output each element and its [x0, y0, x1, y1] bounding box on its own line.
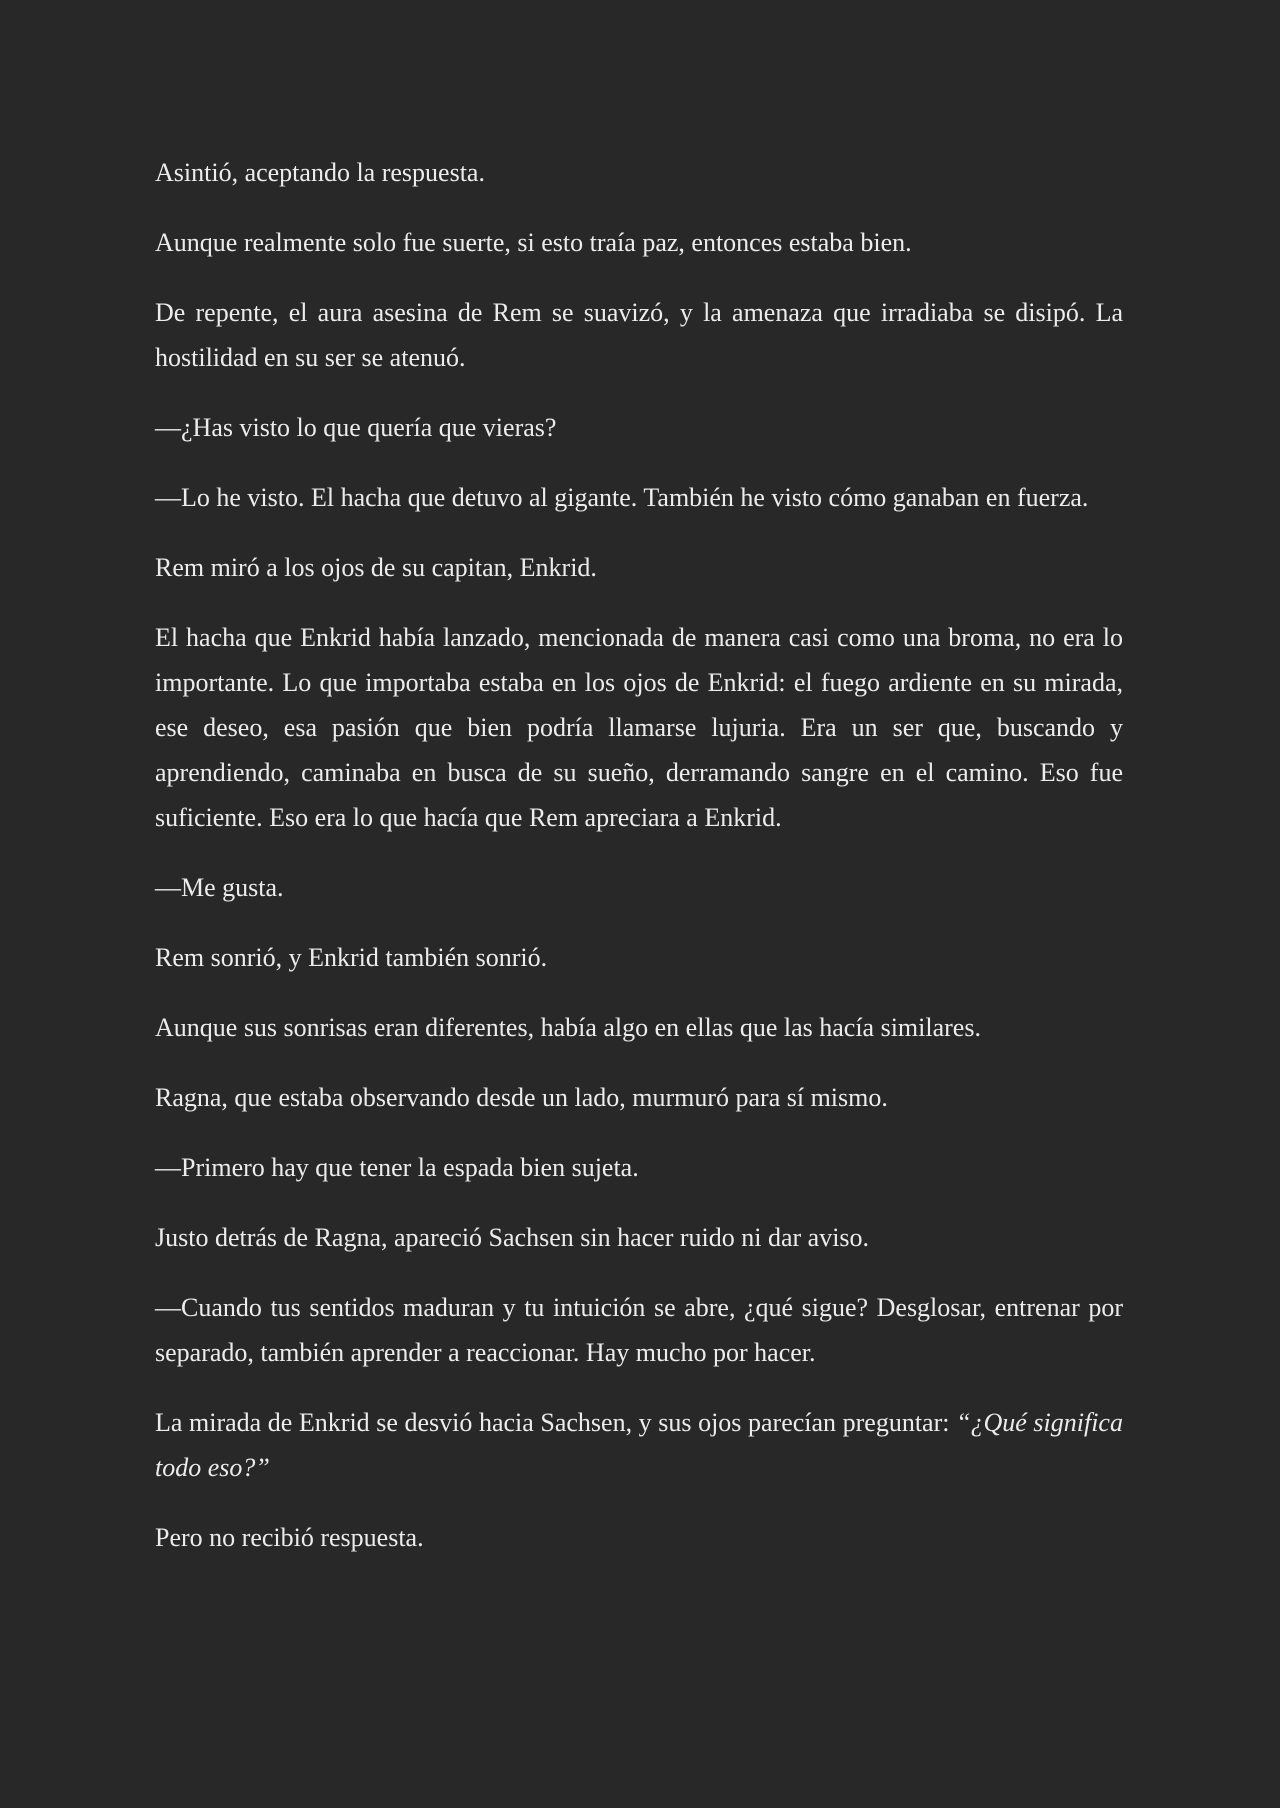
paragraph: De repente, el aura asesina de Rem se suavizó, y la amenaza que irradiaba se disipó. La hostilidad en su ser se atenuó.: [155, 298, 1123, 372]
paragraph: El hacha que Enkrid había lanzado, mencionada de manera casi como una broma, no era lo importante. Lo que importaba estaba en los ojos de Enkrid: el fuego ardiente en su mirada, ese deseo, esa pasión que bien podría llamarse lujuria. Era un ser que, buscando y aprendiendo, caminaba en busca de su sueño, derramando sangre en el camino. Eso fue suficiente. Eso era lo que hacía que Rem apreciara a Enkrid.: [155, 623, 1123, 832]
paragraph: —Lo he visto. El hacha que detuvo al gigante. También he visto cómo ganaban en fuerza.: [155, 483, 1089, 512]
paragraph: —Me gusta.: [155, 873, 284, 902]
paragraph: Rem sonrió, y Enkrid también sonrió.: [155, 943, 548, 972]
paragraph: —Primero hay que tener la espada bien sujeta.: [155, 1153, 639, 1182]
paragraph: —Cuando tus sentidos maduran y tu intuición se abre, ¿qué sigue? Desglosar, entrenar por separado, también aprender a reaccionar. Hay mucho por hacer.: [155, 1293, 1123, 1367]
paragraph-with-italic-question: [155, 1400, 1123, 1490]
paragraph: Aunque realmente solo fue suerte, si esto traía paz, entonces estaba bien.: [155, 228, 912, 257]
paragraph: —¿Has visto lo que quería que vieras?: [155, 413, 557, 442]
paragraph: Asintió, aceptando la respuesta.: [155, 158, 485, 187]
italic-thought: “¿Qué significa todo eso?”: [155, 1408, 1123, 1482]
paragraph-text: La mirada de Enkrid se desvió hacia Sachsen, y sus ojos parecían preguntar:: [155, 1408, 957, 1437]
paragraph: Justo detrás de Ragna, apareció Sachsen sin hacer ruido ni dar aviso.: [155, 1223, 870, 1252]
paragraph: Pero no recibió respuesta.: [155, 1523, 424, 1552]
paragraph: Aunque sus sonrisas eran diferentes, había algo en ellas que las hacía similares.: [155, 1013, 981, 1042]
paragraph: Ragna, que estaba observando desde un lado, murmuró para sí mismo.: [155, 1083, 888, 1112]
paragraph: Rem miró a los ojos de su capitan, Enkrid.: [155, 553, 597, 582]
